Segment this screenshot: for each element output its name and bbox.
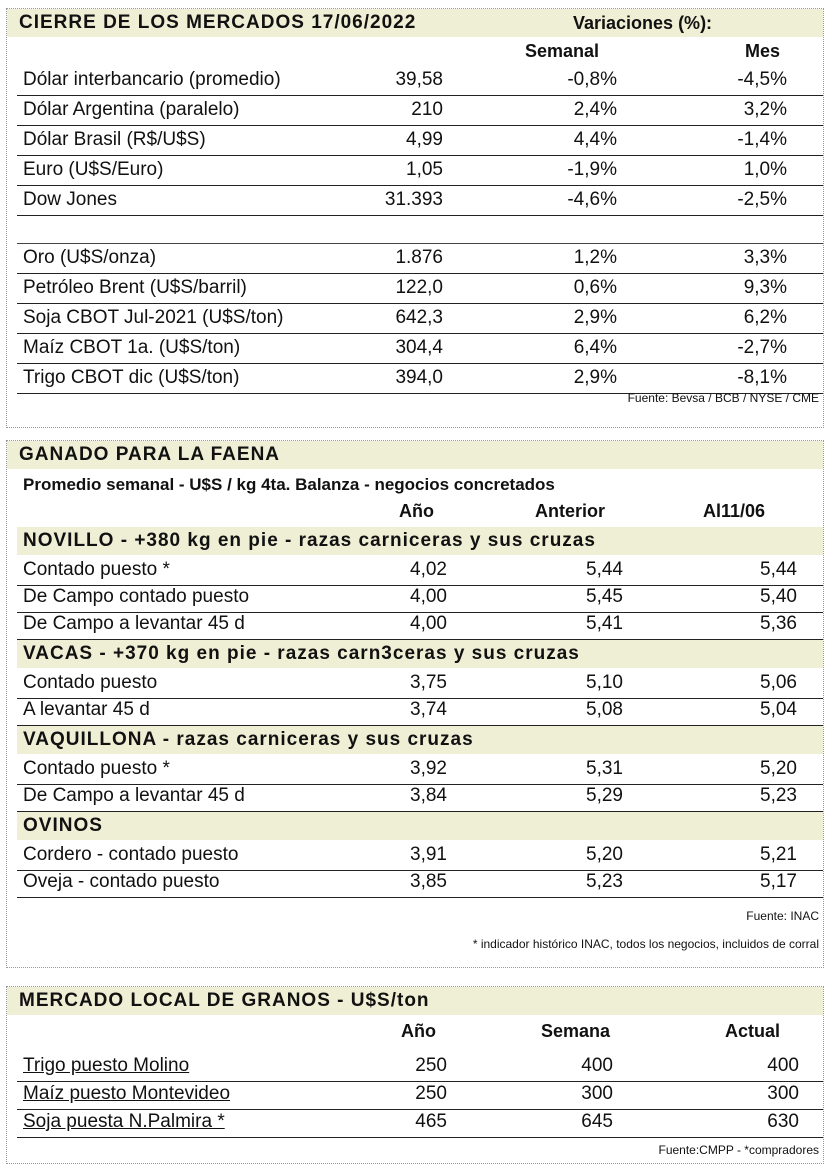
col-prev-header: Anterior <box>535 501 606 521</box>
row-date: 5,36 <box>760 613 797 634</box>
row-week-change: 4,4% <box>573 129 617 150</box>
row-value: 1,05 <box>406 159 443 180</box>
row-year: 3,92 <box>410 758 447 779</box>
grains-source: Fuente:CMPP - *compradores <box>658 1143 819 1157</box>
table-row <box>17 275 823 304</box>
row-label: Maíz CBOT 1a. (U$S/ton) <box>23 337 241 358</box>
row-label: Contado puesto * <box>23 559 170 580</box>
grains-col-now: Actual <box>725 1021 781 1041</box>
markets-panel <box>6 8 824 428</box>
section-heading: VACAS - +370 kg en pie - razas carn3ceras y sus cruzas <box>17 640 823 668</box>
markets-header <box>7 41 823 67</box>
row-week-change: 2,9% <box>573 307 617 328</box>
row-label: Soja CBOT Jul-2021 (U$S/ton) <box>23 307 284 328</box>
row-value: 31.393 <box>384 189 443 210</box>
row-label: Soja puesta N.Palmira * <box>23 1111 225 1132</box>
row-label: A levantar 45 d <box>23 699 150 720</box>
row-now: 400 <box>767 1055 799 1076</box>
row-label: Dow Jones <box>23 189 117 210</box>
row-week-change: 0,6% <box>573 277 617 298</box>
table-row <box>17 756 823 785</box>
row-month-change: 1,0% <box>743 159 787 180</box>
col-month-header: Mes <box>745 41 781 61</box>
table-row <box>17 1081 823 1110</box>
row-label: Trigo puesto Molino <box>23 1055 190 1076</box>
row-prev: 5,29 <box>586 785 623 806</box>
row-value: 304,4 <box>395 337 443 358</box>
row-label: Dólar Argentina (paralelo) <box>23 99 240 120</box>
row-month-change: 9,3% <box>743 277 787 298</box>
row-year: 465 <box>415 1111 447 1132</box>
row-year: 3,74 <box>410 699 447 720</box>
row-date: 5,17 <box>760 871 797 892</box>
row-month-change: 3,2% <box>743 99 787 120</box>
table-row <box>17 697 823 726</box>
row-week-change: -0,8% <box>567 69 617 90</box>
row-label: Dólar interbancario (promedio) <box>23 69 281 90</box>
cattle-panel <box>6 440 824 968</box>
row-year: 250 <box>415 1083 447 1104</box>
row-month-change: -2,7% <box>737 337 787 358</box>
col-week-header: Semanal <box>525 41 600 61</box>
row-label: Maíz puesto Montevideo <box>23 1083 231 1104</box>
row-value: 39,58 <box>395 69 443 90</box>
section-heading: NOVILLO - +380 kg en pie - razas carniceras y sus cruzas <box>17 527 823 555</box>
row-label: De Campo contado puesto <box>23 586 250 607</box>
row-prev: 5,45 <box>586 586 623 607</box>
cattle-title: GANADO PARA LA FAENA <box>19 444 281 465</box>
row-label: Trigo CBOT dic (U$S/ton) <box>23 367 240 388</box>
row-year: 3,84 <box>410 785 447 806</box>
row-label: Dólar Brasil (R$/U$S) <box>23 129 206 150</box>
table-row <box>17 335 823 364</box>
row-now: 300 <box>767 1083 799 1104</box>
separator-row <box>17 215 823 244</box>
col-year-header: Año <box>399 501 434 521</box>
table-row <box>17 365 823 394</box>
row-date: 5,44 <box>760 559 797 580</box>
cattle-title-band <box>7 441 823 469</box>
row-date: 5,20 <box>760 758 797 779</box>
row-label: Oveja - contado puesto <box>23 871 220 892</box>
row-year: 3,91 <box>410 844 447 865</box>
row-label: Contado puesto * <box>23 758 170 779</box>
row-prev: 5,44 <box>586 559 623 580</box>
row-value: 394,0 <box>395 367 443 388</box>
row-year: 4,00 <box>410 613 447 634</box>
row-value: 210 <box>411 99 443 120</box>
row-label: Contado puesto <box>23 672 158 693</box>
cattle-footnote: * indicador histórico INAC, todos los negocios, incluidos de corral <box>472 937 819 951</box>
row-month-change: 6,2% <box>743 307 787 328</box>
row-week: 645 <box>581 1111 613 1132</box>
table-row <box>17 1053 823 1082</box>
row-value: 4,99 <box>406 129 443 150</box>
row-label: Euro (U$S/Euro) <box>23 159 164 180</box>
row-week-change: -1,9% <box>567 159 617 180</box>
row-week-change: -4,6% <box>567 189 617 210</box>
row-value: 1.876 <box>395 247 443 268</box>
row-year: 3,85 <box>410 871 447 892</box>
row-year: 3,75 <box>410 672 447 693</box>
row-prev: 5,10 <box>586 672 623 693</box>
row-month-change: -1,4% <box>737 129 787 150</box>
table-row <box>17 67 823 96</box>
table-row <box>17 557 823 586</box>
row-date: 5,21 <box>760 844 797 865</box>
row-label: Cordero - contado puesto <box>23 844 239 865</box>
row-label: De Campo a levantar 45 d <box>23 613 245 634</box>
row-label: Oro (U$S/onza) <box>23 247 157 268</box>
variations-label: Variaciones (%): <box>573 12 713 33</box>
table-row <box>17 187 823 216</box>
table-row <box>17 245 823 274</box>
grains-title-band <box>7 987 823 1015</box>
table-row <box>17 97 823 126</box>
row-date: 5,40 <box>760 586 797 607</box>
section-heading: VAQUILLONA - razas carniceras y sus cruzas <box>17 726 823 754</box>
row-week: 400 <box>581 1055 613 1076</box>
row-month-change: 3,3% <box>743 247 787 268</box>
table-row <box>17 869 823 898</box>
row-prev: 5,31 <box>586 758 623 779</box>
row-value: 122,0 <box>395 277 443 298</box>
grains-title: MERCADO LOCAL DE GRANOS - U$S/ton <box>19 990 430 1011</box>
row-date: 5,04 <box>760 699 797 720</box>
row-year: 250 <box>415 1055 447 1076</box>
row-month-change: -4,5% <box>737 69 787 90</box>
row-week-change: 6,4% <box>573 337 617 358</box>
row-value: 642,3 <box>395 307 443 328</box>
grains-col-week: Semana <box>541 1021 611 1041</box>
row-month-change: -2,5% <box>737 189 787 210</box>
table-row <box>17 584 823 613</box>
row-week-change: 2,9% <box>573 367 617 388</box>
row-date: 5,23 <box>760 785 797 806</box>
row-prev: 5,23 <box>586 871 623 892</box>
markets-title-band <box>7 9 823 37</box>
row-prev: 5,08 <box>586 699 623 720</box>
table-row <box>17 611 823 640</box>
grains-col-year: Año <box>401 1021 436 1041</box>
cattle-header <box>7 501 823 525</box>
row-label: De Campo a levantar 45 d <box>23 785 245 806</box>
col-date-header: Al11/06 <box>703 501 766 521</box>
row-week: 300 <box>581 1083 613 1104</box>
row-week-change: 2,4% <box>573 99 617 120</box>
row-date: 5,06 <box>760 672 797 693</box>
markets-title: CIERRE DE LOS MERCADOS 17/06/2022 <box>19 12 417 33</box>
table-row <box>17 670 823 699</box>
markets-source: Fuente: Bevsa / BCB / NYSE / CME <box>627 391 819 405</box>
row-label: Petróleo Brent (U$S/barril) <box>23 277 247 298</box>
row-now: 630 <box>767 1111 799 1132</box>
row-prev: 5,20 <box>586 844 623 865</box>
table-row <box>17 1109 823 1138</box>
row-year: 4,02 <box>410 559 447 580</box>
table-row <box>17 157 823 186</box>
section-heading: OVINOS <box>17 812 823 840</box>
row-month-change: -8,1% <box>737 367 787 388</box>
grains-panel <box>6 986 824 1164</box>
grains-header <box>7 1021 823 1047</box>
table-row <box>17 842 823 871</box>
table-row <box>17 305 823 334</box>
row-week-change: 1,2% <box>573 247 617 268</box>
row-year: 4,00 <box>410 586 447 607</box>
table-row <box>17 127 823 156</box>
row-prev: 5,41 <box>586 613 623 634</box>
cattle-subtitle: Promedio semanal - U$S / kg 4ta. Balanza - negocios concretados <box>23 475 555 494</box>
table-row <box>17 783 823 812</box>
cattle-source: Fuente: INAC <box>746 909 819 923</box>
